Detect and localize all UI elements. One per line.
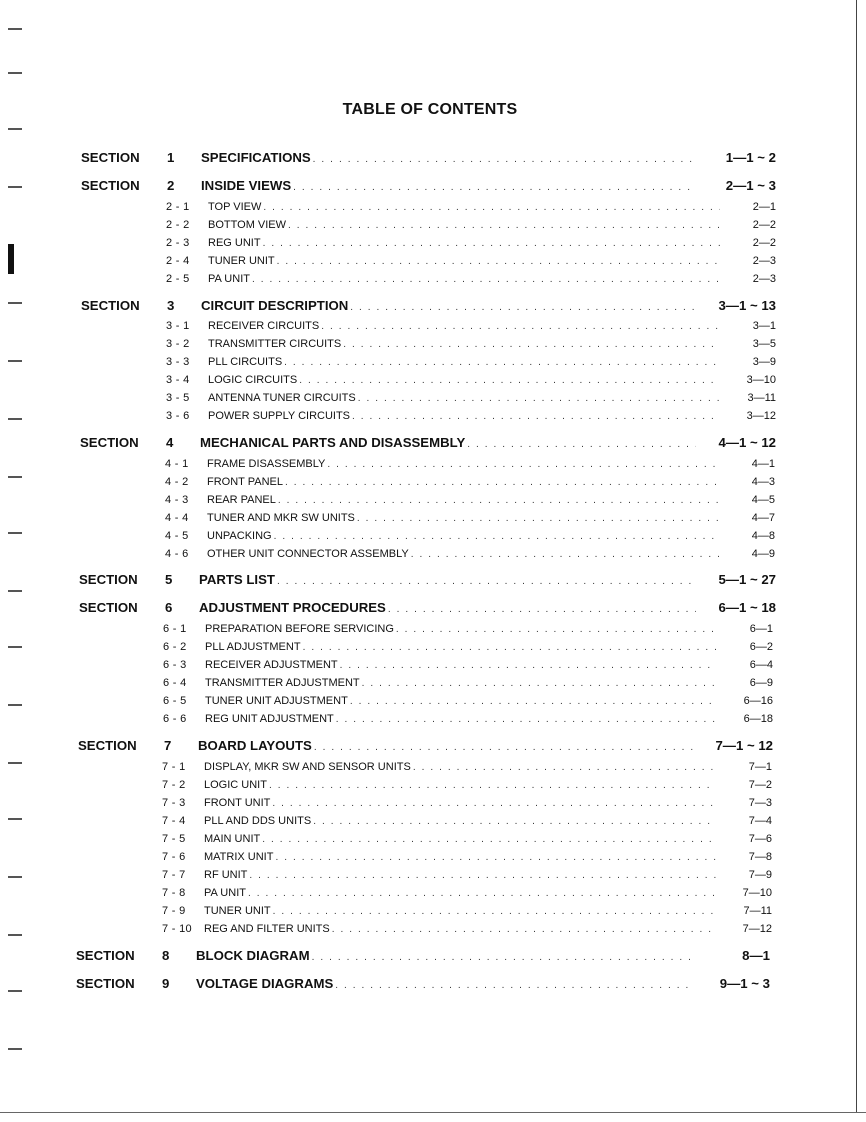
- subsection-title: PREPARATION BEFORE SERVICING: [205, 623, 394, 635]
- section-row: [79, 600, 776, 618]
- subsection-page: 3—12: [746, 410, 776, 422]
- subsection-number: 4 - 2: [165, 476, 189, 488]
- margin-mark: [8, 934, 22, 936]
- subsection-row: [162, 797, 772, 812]
- margin-mark: [8, 1048, 22, 1050]
- subsection-number: 6 - 4: [163, 677, 187, 689]
- subsection-number: 3 - 6: [166, 410, 190, 422]
- section-number: 1: [167, 150, 175, 165]
- margin-mark: [8, 186, 22, 188]
- section-number: 9: [162, 976, 170, 991]
- dot-leader: [248, 888, 716, 899]
- subsection-title: RF UNIT: [204, 869, 248, 881]
- subsection-title: MATRIX UNIT: [204, 851, 274, 863]
- section-title: SPECIFICATIONS: [201, 150, 311, 165]
- section-number: 4: [166, 435, 174, 450]
- subsection-title: RECEIVER CIRCUITS: [208, 320, 320, 332]
- dot-leader: [343, 339, 720, 350]
- dot-leader: [467, 439, 696, 450]
- subsection-title: POWER SUPPLY CIRCUITS: [208, 410, 351, 422]
- subsection-title: UNPACKING: [207, 530, 272, 542]
- margin-mark: [8, 360, 22, 362]
- subsection-row: [166, 219, 776, 234]
- subsection-page: 7—2: [748, 779, 772, 791]
- margin-mark: [8, 704, 22, 706]
- dot-leader: [396, 624, 717, 635]
- subsection-row: [166, 374, 776, 389]
- subsection-page: 6—1: [749, 623, 773, 635]
- margin-mark: [8, 876, 22, 878]
- subsection-title: BOTTOM VIEW: [208, 219, 287, 231]
- subsection-number: 3 - 2: [166, 338, 190, 350]
- dot-leader: [388, 604, 696, 615]
- subsection-page: 3—9: [752, 356, 776, 368]
- subsection-row: [163, 623, 773, 638]
- subsection-title: PLL CIRCUITS: [208, 356, 283, 368]
- subsection-row: [165, 530, 775, 545]
- subsection-number: 4 - 4: [165, 512, 189, 524]
- subsection-number: 6 - 6: [163, 713, 187, 725]
- margin-mark: [8, 532, 22, 534]
- subsection-row: [163, 695, 773, 710]
- subsection-page: 4—7: [751, 512, 775, 524]
- dot-leader: [312, 952, 690, 963]
- dot-leader: [413, 762, 716, 773]
- subsection-row: [165, 512, 775, 527]
- subsection-title: DISPLAY, MKR SW AND SENSOR UNITS: [204, 761, 411, 773]
- subsection-number: 6 - 2: [163, 641, 187, 653]
- subsection-page: 7—12: [742, 923, 772, 935]
- subsection-title: TUNER AND MKR SW UNITS: [207, 512, 355, 524]
- subsection-page: 7—3: [748, 797, 772, 809]
- subsection-page: 7—6: [748, 833, 772, 845]
- subsection-title: PA UNIT: [204, 887, 246, 899]
- subsection-number: 7 - 1: [162, 761, 186, 773]
- subsection-title: PLL ADJUSTMENT: [205, 641, 301, 653]
- subsection-page: 7—8: [748, 851, 772, 863]
- subsection-number: 7 - 8: [162, 887, 186, 899]
- subsection-number: 4 - 5: [165, 530, 189, 542]
- subsection-title: TOP VIEW: [208, 201, 262, 213]
- section-title: INSIDE VIEWS: [201, 178, 292, 193]
- subsection-page: 2—3: [752, 255, 776, 267]
- subsection-row: [166, 255, 776, 270]
- dot-leader: [357, 513, 719, 524]
- subsection-number: 7 - 9: [162, 905, 186, 917]
- margin-mark: [8, 72, 22, 74]
- subsection-page: 2—2: [752, 219, 776, 231]
- subsection-page: 4—8: [751, 530, 775, 542]
- dot-leader: [263, 238, 720, 249]
- dot-leader: [313, 154, 696, 165]
- margin-mark: [8, 762, 22, 764]
- dot-leader: [358, 393, 720, 404]
- subsection-row: [166, 338, 776, 353]
- dot-leader: [303, 642, 717, 653]
- subsection-number: 2 - 4: [166, 255, 190, 267]
- page-bottom-edge: [0, 1112, 866, 1113]
- subsection-number: 2 - 3: [166, 237, 190, 249]
- section-row: [78, 738, 773, 756]
- dot-leader: [350, 696, 717, 707]
- section-title: CIRCUIT DESCRIPTION: [201, 298, 349, 313]
- subsection-page: 4—5: [751, 494, 775, 506]
- subsection-number: 6 - 5: [163, 695, 187, 707]
- subsection-title: TUNER UNIT: [204, 905, 271, 917]
- section-row: [76, 948, 770, 966]
- subsection-number: 4 - 6: [165, 548, 189, 560]
- margin-mark: [8, 128, 22, 130]
- dot-leader: [284, 357, 720, 368]
- subsection-title: OTHER UNIT CONNECTOR ASSEMBLY: [207, 548, 409, 560]
- subsection-row: [166, 273, 776, 288]
- subsection-title: TRANSMITTER ADJUSTMENT: [205, 677, 360, 689]
- section-row: [76, 976, 770, 994]
- margin-mark: [8, 590, 22, 592]
- subsection-number: 2 - 2: [166, 219, 190, 231]
- subsection-number: 2 - 5: [166, 273, 190, 285]
- dot-leader: [340, 660, 717, 671]
- subsection-title: PLL AND DDS UNITS: [204, 815, 312, 827]
- page-title: TABLE OF CONTENTS: [342, 101, 518, 118]
- section-row: [79, 572, 776, 590]
- subsection-page: 7—9: [748, 869, 772, 881]
- subsection-number: 7 - 3: [162, 797, 186, 809]
- subsection-number: 7 - 2: [162, 779, 186, 791]
- subsection-row: [162, 833, 772, 848]
- subsection-row: [166, 392, 776, 407]
- subsection-number: 2 - 1: [166, 201, 190, 213]
- subsection-page: 4—9: [751, 548, 775, 560]
- dot-leader: [262, 834, 716, 845]
- dot-leader: [288, 220, 720, 231]
- dot-leader: [313, 816, 716, 827]
- section-number: 6: [165, 600, 173, 615]
- section-title: BLOCK DIAGRAM: [196, 948, 310, 963]
- section-label: SECTION: [76, 948, 135, 963]
- margin-bar: [8, 244, 14, 274]
- subsection-row: [162, 887, 772, 902]
- dot-leader: [335, 980, 690, 991]
- subsection-page: 7—4: [748, 815, 772, 827]
- subsection-page: 3—1: [752, 320, 776, 332]
- subsection-row: [166, 201, 776, 216]
- subsection-title: LOGIC CIRCUITS: [208, 374, 298, 386]
- subsection-number: 3 - 4: [166, 374, 190, 386]
- section-pages: 7—1 ~ 12: [715, 738, 773, 753]
- section-label: SECTION: [81, 178, 140, 193]
- margin-mark: [8, 476, 22, 478]
- margin-mark: [8, 28, 22, 30]
- section-pages: 9—1 ~ 3: [719, 976, 770, 991]
- subsection-title: LOGIC UNIT: [204, 779, 267, 791]
- subsection-number: 7 - 6: [162, 851, 186, 863]
- dot-leader: [293, 182, 696, 193]
- subsection-title: FRAME DISASSEMBLY: [207, 458, 326, 470]
- dot-leader: [314, 742, 693, 753]
- margin-mark: [8, 990, 22, 992]
- section-pages: 8—1: [742, 948, 770, 963]
- subsection-row: [162, 869, 772, 884]
- subsection-title: PA UNIT: [208, 273, 250, 285]
- subsection-page: 2—3: [752, 273, 776, 285]
- subsection-row: [162, 779, 772, 794]
- subsection-row: [162, 905, 772, 920]
- margin-mark: [8, 418, 22, 420]
- subsection-title: FRONT PANEL: [207, 476, 283, 488]
- dot-leader: [278, 495, 719, 506]
- section-title: MECHANICAL PARTS AND DISASSEMBLY: [200, 435, 466, 450]
- subsection-row: [162, 923, 772, 938]
- margin-mark: [8, 646, 22, 648]
- subsection-row: [163, 713, 773, 728]
- subsection-page: 2—2: [752, 237, 776, 249]
- subsection-page: 3—11: [747, 392, 776, 404]
- dot-leader: [263, 202, 720, 213]
- section-pages: 5—1 ~ 27: [718, 572, 776, 587]
- subsection-title: TUNER UNIT ADJUSTMENT: [205, 695, 348, 707]
- subsection-title: REAR PANEL: [207, 494, 276, 506]
- subsection-row: [163, 659, 773, 674]
- subsection-number: 4 - 1: [165, 458, 189, 470]
- dot-leader: [273, 906, 716, 917]
- subsection-row: [162, 851, 772, 866]
- dot-leader: [249, 870, 716, 881]
- subsection-page: 6—18: [743, 713, 773, 725]
- dot-leader: [275, 852, 716, 863]
- section-title: BOARD LAYOUTS: [198, 738, 312, 753]
- subsection-page: 6—16: [743, 695, 773, 707]
- subsection-number: 3 - 1: [166, 320, 190, 332]
- margin-mark: [8, 818, 22, 820]
- section-title: VOLTAGE DIAGRAMS: [196, 976, 334, 991]
- subsection-title: REG AND FILTER UNITS: [204, 923, 330, 935]
- subsection-page: 2—1: [752, 201, 776, 213]
- section-number: 8: [162, 948, 170, 963]
- subsection-page: 6—4: [749, 659, 773, 671]
- subsection-page: 6—2: [749, 641, 773, 653]
- subsection-page: 7—10: [742, 887, 772, 899]
- subsection-page: 3—5: [752, 338, 776, 350]
- section-title: ADJUSTMENT PROCEDURES: [199, 600, 386, 615]
- dot-leader: [411, 549, 719, 560]
- subsection-row: [165, 494, 775, 509]
- section-pages: 1—1 ~ 2: [725, 150, 776, 165]
- dot-leader: [362, 678, 717, 689]
- subsection-number: 3 - 3: [166, 356, 190, 368]
- subsection-page: 4—3: [751, 476, 775, 488]
- dot-leader: [350, 302, 696, 313]
- dot-leader: [277, 576, 696, 587]
- section-number: 5: [165, 572, 173, 587]
- page-right-edge: [856, 0, 857, 1112]
- subsection-number: 6 - 3: [163, 659, 187, 671]
- subsection-title: ANTENNA TUNER CIRCUITS: [208, 392, 356, 404]
- dot-leader: [272, 798, 716, 809]
- dot-leader: [269, 780, 716, 791]
- subsection-page: 3—10: [746, 374, 776, 386]
- section-pages: 3—1 ~ 13: [718, 298, 776, 313]
- subsection-number: 7 - 5: [162, 833, 186, 845]
- subsection-row: [165, 548, 775, 563]
- subsection-title: TRANSMITTER CIRCUITS: [208, 338, 342, 350]
- dot-leader: [336, 714, 717, 725]
- section-label: SECTION: [79, 600, 138, 615]
- section-row: [81, 150, 776, 168]
- subsection-page: 4—1: [751, 458, 775, 470]
- dot-leader: [252, 274, 720, 285]
- subsection-row: [162, 761, 772, 776]
- section-number: 2: [167, 178, 175, 193]
- subsection-page: 7—11: [743, 905, 772, 917]
- dot-leader: [277, 256, 720, 267]
- section-pages: 6—1 ~ 18: [718, 600, 776, 615]
- subsection-number: 7 - 4: [162, 815, 186, 827]
- section-title: PARTS LIST: [199, 572, 275, 587]
- subsection-row: [166, 320, 776, 335]
- subsection-page: 7—1: [748, 761, 772, 773]
- subsection-row: [166, 237, 776, 252]
- section-row: [81, 178, 776, 196]
- subsection-number: 4 - 3: [165, 494, 189, 506]
- section-label: SECTION: [76, 976, 135, 991]
- dot-leader: [352, 411, 720, 422]
- margin-mark: [8, 302, 22, 304]
- section-number: 7: [164, 738, 172, 753]
- subsection-row: [163, 677, 773, 692]
- dot-leader: [327, 459, 719, 470]
- subsection-title: REG UNIT: [208, 237, 261, 249]
- subsection-number: 7 - 10: [162, 923, 192, 935]
- subsection-title: FRONT UNIT: [204, 797, 271, 809]
- section-label: SECTION: [79, 572, 138, 587]
- subsection-row: [165, 458, 775, 473]
- subsection-row: [163, 641, 773, 656]
- subsection-row: [162, 815, 772, 830]
- dot-leader: [332, 924, 716, 935]
- section-row: [81, 298, 776, 316]
- subsection-page: 6—9: [749, 677, 773, 689]
- section-pages: 2—1 ~ 3: [725, 178, 776, 193]
- subsection-title: REG UNIT ADJUSTMENT: [205, 713, 334, 725]
- subsection-row: [166, 410, 776, 425]
- section-number: 3: [167, 298, 175, 313]
- section-row: [80, 435, 776, 453]
- subsection-title: MAIN UNIT: [204, 833, 261, 845]
- section-pages: 4—1 ~ 12: [718, 435, 776, 450]
- subsection-title: RECEIVER ADJUSTMENT: [205, 659, 338, 671]
- subsection-number: 6 - 1: [163, 623, 187, 635]
- subsection-row: [166, 356, 776, 371]
- subsection-title: TUNER UNIT: [208, 255, 275, 267]
- dot-leader: [285, 477, 719, 488]
- section-label: SECTION: [80, 435, 139, 450]
- dot-leader: [321, 321, 720, 332]
- subsection-number: 3 - 5: [166, 392, 190, 404]
- section-label: SECTION: [81, 150, 140, 165]
- subsection-number: 7 - 7: [162, 869, 186, 881]
- section-label: SECTION: [81, 298, 140, 313]
- dot-leader: [299, 375, 720, 386]
- subsection-row: [165, 476, 775, 491]
- dot-leader: [274, 531, 719, 542]
- section-label: SECTION: [78, 738, 137, 753]
